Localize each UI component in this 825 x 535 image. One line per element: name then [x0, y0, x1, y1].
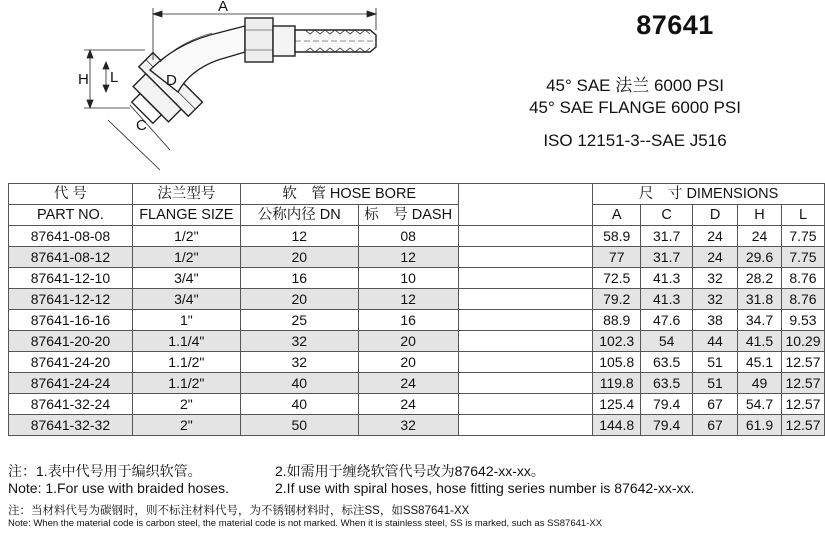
gap-cell: [458, 268, 593, 289]
cell-a: 72.5: [593, 268, 641, 289]
cell-a: 77: [593, 247, 641, 268]
cell-d: 51: [693, 373, 738, 394]
gap-cell: [458, 415, 593, 436]
spec-line-standard: ISO 12151-3--SAE J516: [543, 131, 727, 150]
table-row: [9, 247, 825, 268]
header-dimensions: 尺 寸 DIMENSIONS: [593, 184, 825, 205]
material-note-en: Note: When the material code is carbon steel, the material code is not marked. When it is stainless steel, SS is marked, such as SS87641-XX: [8, 518, 603, 529]
cell-c: 54: [641, 331, 693, 352]
part-number-title: 87641: [636, 10, 714, 40]
cell-part: 87641-12-10: [9, 268, 133, 289]
cell-l: 10.29: [781, 331, 824, 352]
cell-part: 87641-32-24: [9, 394, 133, 415]
cell-l: 7.75: [781, 226, 824, 247]
sleeve: [273, 26, 295, 56]
spec-line-en: 45° SAE FLANGE 6000 PSI: [529, 98, 741, 117]
cell-c: 31.7: [641, 226, 693, 247]
cell-dash: 12: [358, 289, 458, 310]
header-dash: 标 号 DASH: [358, 205, 458, 226]
cell-flange: 1/2": [132, 226, 240, 247]
header-l: L: [781, 205, 824, 226]
cell-part: 87641-16-16: [9, 310, 133, 331]
cell-l: 12.57: [781, 373, 824, 394]
cell-flange: 2": [132, 394, 240, 415]
cell-a: 144.8: [593, 415, 641, 436]
cell-l: 12.57: [781, 394, 824, 415]
cell-dash: 24: [358, 394, 458, 415]
table-row: [9, 352, 825, 373]
dim-label-l: L: [110, 69, 119, 86]
cell-flange: 1.1/2": [132, 352, 240, 373]
header-hose-bore: 软 管 HOSE BORE: [240, 184, 458, 205]
cell-h: 54.7: [738, 394, 782, 415]
table-header-row-2: [9, 205, 825, 226]
cell-c: 47.6: [641, 310, 693, 331]
table-row: [9, 331, 825, 352]
cell-h: 45.1: [738, 352, 782, 373]
cell-part: 87641-08-08: [9, 226, 133, 247]
cell-l: 12.57: [781, 415, 824, 436]
cell-c: 79.4: [641, 394, 693, 415]
header-nominal-dn: 公称内径 DN: [240, 205, 358, 226]
cell-dn: 12: [240, 226, 358, 247]
note-en: [8, 480, 694, 496]
dim-label-h: H: [78, 71, 89, 88]
cell-a: 79.2: [593, 289, 641, 310]
cell-dn: 40: [240, 394, 358, 415]
cell-dn: 20: [240, 247, 358, 268]
cell-d: 67: [693, 415, 738, 436]
cell-c: 31.7: [641, 247, 693, 268]
cell-dn: 40: [240, 373, 358, 394]
table-row: [9, 226, 825, 247]
table-header-row-1: [9, 184, 825, 205]
cell-h: 31.8: [738, 289, 782, 310]
dim-label-a: A: [218, 0, 229, 15]
table-row: [9, 289, 825, 310]
dim-label-d: D: [166, 72, 177, 89]
cell-c: 63.5: [641, 373, 693, 394]
material-note-cn: 注：当材料代号为碳钢时，则不标注材料代号，为不锈钢材料时，标注SS，如SS87641-XX: [8, 505, 470, 517]
cell-dn: 16: [240, 268, 358, 289]
cell-dash: 16: [358, 310, 458, 331]
cell-c: 41.3: [641, 268, 693, 289]
cell-a: 88.9: [593, 310, 641, 331]
gap-cell: [458, 331, 593, 352]
cell-h: 29.6: [738, 247, 782, 268]
header-d: D: [693, 205, 738, 226]
cell-dn: 50: [240, 415, 358, 436]
cell-dash: 12: [358, 247, 458, 268]
cell-flange: 3/4": [132, 268, 240, 289]
cell-a: 58.9: [593, 226, 641, 247]
cell-d: 32: [693, 268, 738, 289]
header-h: H: [738, 205, 782, 226]
gap-cell: [458, 289, 593, 310]
cell-dash: 20: [358, 352, 458, 373]
cell-d: 24: [693, 247, 738, 268]
hex-collar: [245, 18, 273, 62]
note-cn-2: 2.如需用于缠绕软管代号改为87642-xx-xx。: [275, 463, 545, 479]
cell-d: 32: [693, 289, 738, 310]
cell-h: 34.7: [738, 310, 782, 331]
table-row: [9, 394, 825, 415]
spec-line-cn: 45° SAE 法兰 6000 PSI: [546, 76, 724, 95]
header-part-no: PART NO.: [9, 205, 133, 226]
cell-flange: 1.1/4": [132, 331, 240, 352]
cell-flange: 3/4": [132, 289, 240, 310]
cell-h: 24: [738, 226, 782, 247]
table-row: [9, 373, 825, 394]
table-row: [9, 268, 825, 289]
cell-a: 102.3: [593, 331, 641, 352]
cell-part: 87641-12-12: [9, 289, 133, 310]
header-flange-type: 法兰型号: [132, 184, 240, 205]
cell-h: 41.5: [738, 331, 782, 352]
cell-h: 28.2: [738, 268, 782, 289]
gap-cell: [458, 247, 593, 268]
cell-a: 119.8: [593, 373, 641, 394]
cell-dash: 32: [358, 415, 458, 436]
cell-dn: 25: [240, 310, 358, 331]
cell-l: 12.57: [781, 352, 824, 373]
gap-cell: [458, 226, 593, 247]
cell-l: 8.76: [781, 289, 824, 310]
gap-cell: [458, 394, 593, 415]
table-row: [9, 415, 825, 436]
cell-part: 87641-20-20: [9, 331, 133, 352]
cell-h: 61.9: [738, 415, 782, 436]
cell-dash: 20: [358, 331, 458, 352]
cell-l: 9.53: [781, 310, 824, 331]
header-code: 代 号: [9, 184, 133, 205]
note-cn-1: 注：1.表中代号用于编织软管。: [8, 463, 202, 479]
cell-c: 79.4: [641, 415, 693, 436]
cell-dash: 24: [358, 373, 458, 394]
gap-cell: [458, 352, 593, 373]
header-a: A: [593, 205, 641, 226]
cell-part: 87641-08-12: [9, 247, 133, 268]
cell-d: 44: [693, 331, 738, 352]
table-row: [9, 310, 825, 331]
cell-flange: 2": [132, 415, 240, 436]
cell-c: 41.3: [641, 289, 693, 310]
note-en-1: Note: 1.For use with braided hoses.: [8, 480, 230, 496]
cell-dn: 20: [240, 289, 358, 310]
cell-l: 8.76: [781, 268, 824, 289]
cell-dash: 10: [358, 268, 458, 289]
cell-l: 7.75: [781, 247, 824, 268]
gap-cell: [458, 310, 593, 331]
header-gap: [458, 184, 593, 226]
header-flange-size: FLANGE SIZE: [132, 205, 240, 226]
cell-part: 87641-32-32: [9, 415, 133, 436]
note-en-2: 2.If use with spiral hoses, hose fitting series number is 87642-xx-xx.: [275, 480, 695, 496]
dim-label-c: C: [136, 117, 147, 134]
cell-dn: 32: [240, 331, 358, 352]
cell-d: 24: [693, 226, 738, 247]
gap-cell: [458, 373, 593, 394]
cell-part: 87641-24-24: [9, 373, 133, 394]
cell-part: 87641-24-20: [9, 352, 133, 373]
fitting-drawing: [70, 0, 410, 180]
cell-d: 38: [693, 310, 738, 331]
cell-c: 63.5: [641, 352, 693, 373]
cell-a: 125.4: [593, 394, 641, 415]
cell-dn: 32: [240, 352, 358, 373]
dimensions-table: [8, 183, 825, 436]
cell-d: 67: [693, 394, 738, 415]
cell-flange: 1.1/2": [132, 373, 240, 394]
cell-d: 51: [693, 352, 738, 373]
cell-dash: 08: [358, 226, 458, 247]
cell-flange: 1": [132, 310, 240, 331]
note-cn: [8, 461, 545, 481]
cell-flange: 1/2": [132, 247, 240, 268]
header-c: C: [641, 205, 693, 226]
cell-h: 49: [738, 373, 782, 394]
cell-a: 105.8: [593, 352, 641, 373]
